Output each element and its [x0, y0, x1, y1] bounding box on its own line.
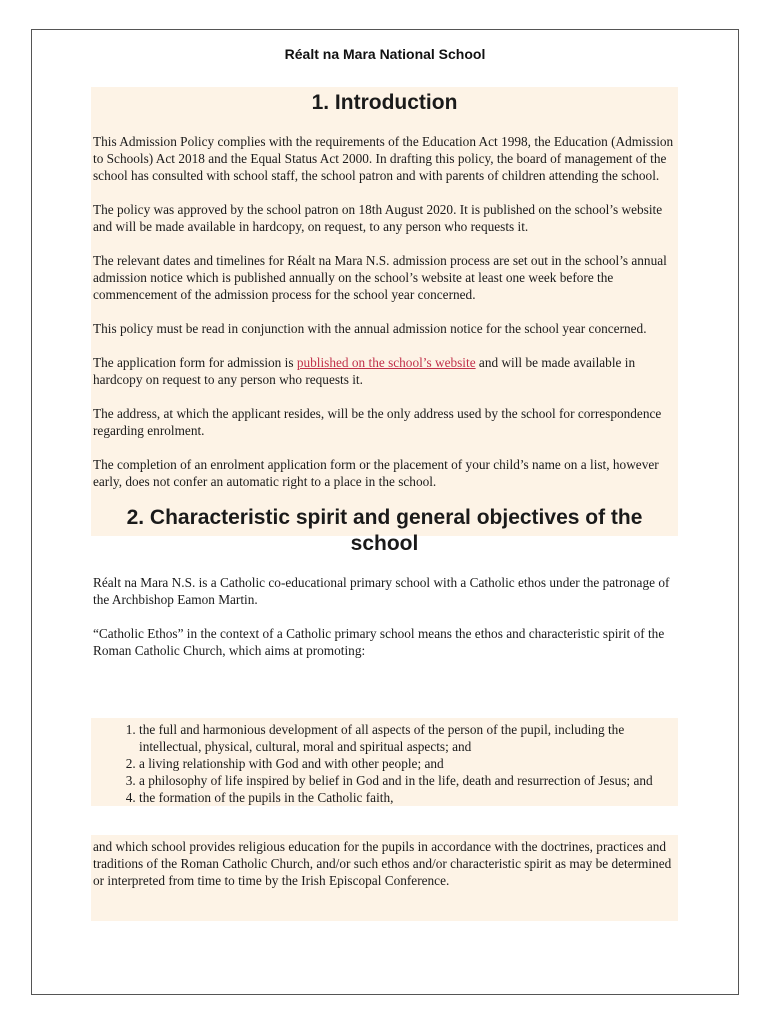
ethos-paragraph-3: and which school provides religious education for the pupils in accordance with the doctrines, practices and traditions of the Roman Catholic Church, and/or such ethos and/or characteristic spirit as may be determined or interpreted from time to time by the Irish Episcopal Conference.: [93, 839, 672, 888]
list-item: 3. a philosophy of life inspired by belief in God and in the life, death and resurrection of Jesus; and: [139, 772, 678, 789]
school-website-link[interactable]: published on the school’s website: [296, 355, 476, 370]
page-header-title: Réalt na Mara National School: [284, 46, 486, 62]
document-page: [31, 29, 739, 995]
intro-paragraph-5-start: The application form for admission is: [93, 355, 297, 370]
ethos-paragraph-1: Réalt na Mara N.S. is a Catholic co-educational primary school with a Catholic ethos under the patronage of the Archbishop Eamon Martin.: [93, 575, 670, 607]
list-item: 2. a living relationship with God and with other people; and: [139, 755, 678, 772]
intro-paragraph-6: The address, at which the applicant resides, will be the only address used by the school for correspondence regarding enrolment.: [93, 406, 662, 438]
ethos-list: [91, 721, 678, 806]
intro-paragraph-4: This policy must be read in conjunction with the annual admission notice for the school year concerned.: [93, 321, 647, 336]
list-item: 4. the formation of the pupils in the Catholic faith,: [139, 789, 678, 806]
intro-paragraph-1: This Admission Policy complies with the requirements of the Education Act 1998, the Education (Admission to Schools) Act 2018 and the Equal Status Act 2000. In drafting this policy, the board of management of the school has consulted with school staff, the school patron and with parents of children attending the school.: [93, 134, 674, 183]
ethos-list-block: [91, 718, 678, 806]
ethos-closing-block: [91, 835, 678, 921]
section-2-heading: 2. Characteristic spirit and general objectives of the school: [126, 506, 643, 555]
intro-paragraph-3: The relevant dates and timelines for Réalt na Mara N.S. admission process are set out in the school’s annual admission notice which is published annually on the school’s website at least one week before the commencement of the admission process for the school year concerned.: [93, 253, 667, 302]
list-item: 1. the full and harmonious development of all aspects of the person of the pupil, including the intellectual, physical, cultural, moral and spiritual aspects; and: [139, 721, 678, 755]
intro-paragraph-2: The policy was approved by the school patron on 18th August 2020. It is published on the school’s website and will be made available in hardcopy, on request, to any person who requests it.: [93, 202, 663, 234]
intro-paragraph-5-end: and will be made available in hardcopy on request to any person who requests it.: [93, 355, 636, 387]
intro-paragraph-5: [93, 354, 678, 388]
section-1-heading: 1. Introduction: [311, 91, 458, 114]
section-introduction: [91, 87, 678, 658]
intro-paragraph-7: The completion of an enrolment application form or the placement of your child’s name on a list, however early, does not confer an automatic right to a place in the school.: [93, 457, 659, 489]
ethos-paragraph-2: “Catholic Ethos” in the context of a Catholic primary school means the ethos and characteristic spirit of the Roman Catholic Church, which aims at promoting:: [93, 626, 665, 658]
